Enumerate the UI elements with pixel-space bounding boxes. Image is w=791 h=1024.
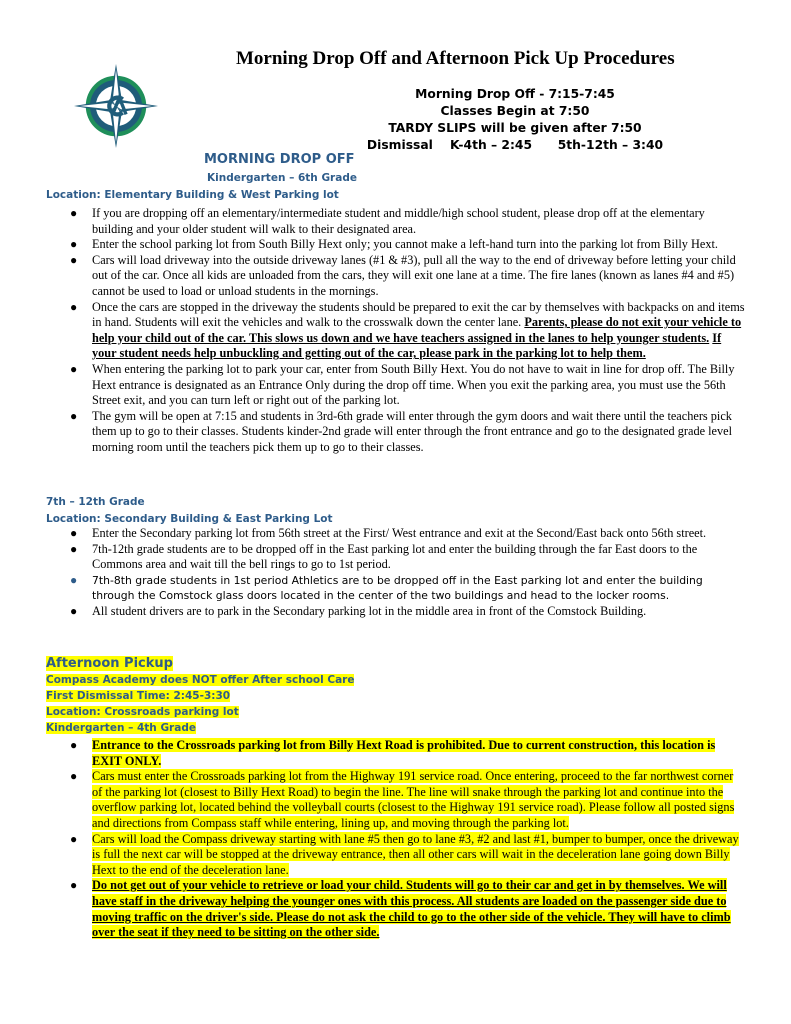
bullet-icon: ●: [70, 603, 78, 618]
schedule-times: [350, 86, 680, 154]
list-item: ● All student drivers are to park in the Secondary parking lot in the middle area in front of the Comstock Building.: [70, 603, 647, 618]
list-item: ● When entering the parking lot to park your car, enter from South Billy Hext. You do not have to wait in line for drop off. The Billy Hext entrance is designated as an Entrance Only during the drop off time. When you exit the parking area, you must use the 56th Street exit, and you can turn left or right out of the parking lot.: [70, 361, 735, 408]
morning-bullet-list: [66, 206, 746, 456]
afternoon-grade: Kindergarten – 4th Grade: [46, 722, 196, 734]
bullet-icon: ●: [70, 738, 78, 752]
afternoon-bullet-list: [66, 738, 746, 941]
list-item: ● Cars must enter the Crossroads parking lot from the Highway 191 service road. Once entering, proceed to the far northwest corner of the parking lot (closest to Billy Hext Road) to begin the line. The line will snake through the parking lot and continue into the overflow parking lot, located behind the volleyball courts (closest to the Highway 191 service road). Please follow all posted signs and directions from Compass staff while entering, lining up, and moving through the parking lot.: [70, 769, 735, 830]
list-item: ● Once the cars are stopped in the driveway the students should be prepared to exit the car by themselves with backpacks on and items in hand. Students will exit the vehicles and walk to the crosswalk down the center lane. Parents, please do not exit your vehicle to help your child out of the car. This slows us down and we have teachers assigned in the lanes to help younger students. If your student needs help unbuckling and getting out of the car, please park in the parking lot to help them.: [70, 299, 745, 361]
bullet-icon: ●: [70, 831, 78, 846]
list-item: ● Cars will load the Compass driveway starting with lane #5 then go to lane #3, #2 and last #1, bumper to bumper, once the driveway is full the next car will be stopped at the driveway entrance, then all other cars will wait in the deceleration lane going down Billy Hext to the end of the deceleration lane.: [70, 831, 739, 877]
morning-location: Location: Elementary Building & West Parking lot: [46, 189, 339, 201]
tardy-notice: TARDY SLIPS will be given after 7:50: [388, 121, 642, 135]
secondary-location: Location: Secondary Building & East Parking Lot: [46, 513, 333, 525]
bullet-icon: ●: [70, 408, 78, 423]
classes-begin-time: Classes Begin at 7:50: [440, 104, 590, 118]
afternoon-location: Location: Crossroads parking lot: [46, 706, 239, 718]
unbuckle-notice: If your student needs help unbuckling and getting out of the car, please park in the parking lot to help them.: [92, 330, 722, 361]
list-item: ● Enter the school parking lot from South Billy Hext only; you cannot make a left-hand turn into the parking lot from Billy Hext.: [70, 237, 719, 252]
secondary-grade: 7th – 12th Grade: [46, 496, 145, 508]
bullet-icon: ●: [70, 526, 78, 540]
bullet-icon: ●: [70, 237, 78, 252]
bullet-icon: ●: [70, 361, 78, 376]
dismissal-k4: K-4th – 2:45: [449, 138, 533, 152]
bullet-icon: ●: [70, 878, 78, 893]
list-item: ● Do not get out of your vehicle to retrieve or load your child. Students will go to their car and get in by themselves. We will have staff in the driveway helping the younger ones with this process. All students are loaded on the passenger side due to moving traffic on the driver's side. Please do not ask the child to go to the other side of the vehicle. They will have to climb over the seat if they need to be sitting on the other side.: [70, 878, 731, 940]
afternoon-care-notice: Compass Academy does NOT offer After school Care: [46, 674, 355, 686]
afternoon-heading: Afternoon Pickup: [46, 656, 173, 671]
compass-logo-icon: [74, 64, 158, 148]
afternoon-dismissal-time: First Dismissal Time: 2:45-3:30: [46, 690, 231, 702]
list-item: ● Enter the Secondary parking lot from 56th street at the First/ West entrance and exit at the Second/East back onto 56th street.: [70, 526, 707, 540]
bullet-icon: ●: [70, 252, 78, 267]
list-item: ● If you are dropping off an elementary/intermediate student and middle/high school student, please drop off at the elementary building and your older student will walk to their designated area.: [70, 206, 705, 236]
dismissal-times: [350, 137, 680, 154]
list-item: ● Cars will load driveway into the outside driveway lanes (#1 & #3), pull all the way to the end of driveway before letting your child out of the car. Once all kids are unloaded from the cars, they will exit one lane at a time. The fire lanes (known as lanes #4 and #5) cannot be used to load or unload students in the mornings.: [70, 252, 736, 298]
list-item: ● 7th-12th grade students are to be dropped off in the East parking lot and enter the building through the far East doors to the Commons area and wait till the bell rings to go to 1st period.: [70, 541, 698, 572]
parents-warning: Parents, please do not exit your vehicle to help your child out of the car. This slows us down and we have teachers assigned in the lanes to help younger students.: [92, 315, 742, 345]
list-item: ● 7th-8th grade students in 1st period Athletics are to be dropped off in the East parking lot and enter the building through the Comstock glass doors located in the center of the two buildings and head to the locker rooms.: [70, 572, 703, 603]
bullet-icon: ●: [70, 572, 78, 587]
bullet-icon: ●: [70, 299, 78, 314]
bullet-icon: ●: [70, 769, 78, 784]
morning-subheading: Kindergarten – 6th Grade: [207, 172, 357, 184]
page-title: Morning Drop Off and Afternoon Pick Up Procedures: [236, 48, 675, 69]
secondary-bullet-list: [66, 526, 746, 620]
list-item: ● Entrance to the Crossroads parking lot from Billy Hext Road is prohibited. Due to current construction, this location is EXIT ONLY.: [70, 738, 716, 768]
dismissal-label: Dismissal: [366, 138, 433, 152]
bullet-icon: ●: [70, 541, 78, 556]
morning-drop-time: Morning Drop Off - 7:15-7:45: [415, 87, 615, 101]
bullet-icon: ●: [70, 206, 78, 220]
list-item: ● The gym will be open at 7:15 and students in 3rd-6th grade will enter through the gym doors and wait there until the teachers pick them up to go to their classes. Students kinder-2nd grade will enter through the front entrance and go to the designated grade level morning room until the teachers pick them up to go to their classes.: [70, 408, 733, 454]
dismissal-5-12: 5th-12th – 3:40: [557, 138, 664, 152]
morning-heading: MORNING DROP OFF: [204, 152, 355, 167]
